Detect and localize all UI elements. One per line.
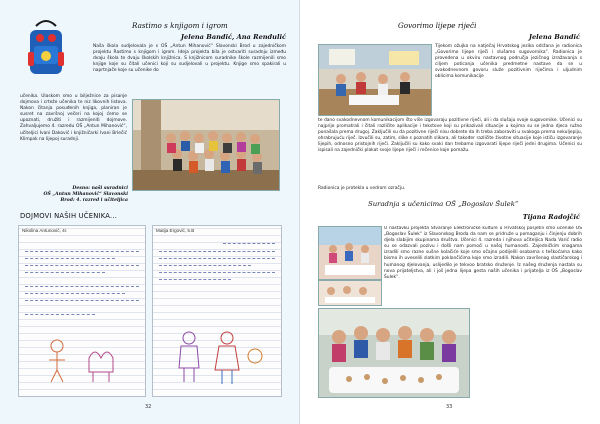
handwriting-line (25, 290, 125, 294)
right-page (300, 0, 600, 424)
article-body-right: Naša škola sudjelovala je s OŠ „Antun Mihanović“ Slavonski Brod u zajedničkom projektu Rastimo s knjigom i igrom. Ideja projekta bila je ostvariti suradnju između dvaju škola te dvaju školskih knjižnica. S knjižnicom suradnike škole razmijenili smo knjige koje su čitali učenici koji su sudjelovali u projektu. Knjige smo spakirali u naprtnjače koje su učenike do (93, 44, 286, 74)
student-name: Nikolina Antunović, 4r. (22, 228, 68, 233)
caption-line: Desno: naši suradnici (72, 186, 128, 191)
handwriting-line (25, 311, 95, 315)
child-drawing (167, 326, 267, 391)
handwriting-line (25, 262, 139, 266)
baking-photo-1 (318, 226, 382, 280)
handwriting-line (25, 269, 105, 273)
article-title: Rastimo s knjigom i igrom (132, 21, 228, 30)
caption-line: OŠ „Antun Mihanović“ Slavonski (43, 191, 128, 197)
workshop-photo (318, 44, 432, 116)
article-title: Suradnja s učenicima OŠ „Bogoslav Šulek“ (368, 200, 519, 208)
student-notebook-page (152, 225, 282, 397)
handwriting-line (25, 248, 139, 252)
handwriting-line (25, 283, 139, 287)
handwriting-line (159, 262, 251, 266)
baking-photo-2 (318, 280, 382, 306)
handwriting-line (159, 255, 275, 259)
handwriting-line (25, 255, 115, 259)
child-drawing (37, 336, 127, 391)
section-heading: DOJMOVI NAŠIH UČENIKA... (20, 212, 118, 220)
group-baking-photo (318, 308, 470, 398)
article-closing: Radionica je protekla u vedrom ozračju. (318, 186, 406, 191)
handwriting-line (159, 276, 231, 280)
backpack-image (22, 16, 72, 80)
handwriting-line (25, 297, 139, 301)
handwriting-line (159, 248, 275, 252)
article-body-full: te dano svakodnevnom komunikacijom što više izgovaraju pozitivne riječi, ali i da slušaju svoje sugovornike. Učenici su najprije promatrali i čitali različite aplikacije i tekstove koji su prikazivali situacije u kojima su se jedna djeca ružno ponašala prema drugoj. Zaključili su da pozitivne riječi nisu dobrete da ih treba zaboraviti u svakoga prema nekuljepiju, ohrabrujuću riječ. Izvučili su, zatim, slike s poznatih slikara, ali također različite životne situacije koje ističu izgovaranje lijepih, odnosno pristojnih riječi. Zaključili su kako svaki dan trebamo izgovarati lijepe riječi jedni drugima. Učenici su ispisali na zajednički plakat svoje lijepe riječi i rečenice koje pomažu. (318, 118, 582, 154)
page-number: 33 (446, 404, 453, 410)
student-notebook-page (18, 225, 146, 397)
article-authors: Jelena Bandić, Ana Rendulić (180, 33, 286, 41)
handwriting-line (223, 240, 275, 244)
handwriting-line (159, 269, 275, 273)
caption-line: Brod: 4. razred i učiteljica (60, 197, 128, 203)
article-title: Govorimo lijepe riječi (398, 21, 477, 30)
class-group-photo (132, 99, 280, 191)
article-authors: Jelena Bandić (528, 33, 580, 41)
page-number: 32 (145, 404, 152, 410)
article-body: U nastavku projekta Stvaranje Elektroničke kulture u Hrvatskoj posjetili smo učenike OŠ „Bogoslav Šulek“ iz Slavonskog Broda da nam se pridruže u pomaganju i činjenju dobrih djela slabijim skupinama društva. Učenici 4. razreda i njihova učiteljica Nada Varić radio su se odazvali pozivu i došli nam pomoći u našoj humanosti. Zajedničkim snagama izradili smo razne sušne kolačiće koje smo očajno podijelili osobama s teškoćama kako bismo ih uveselili slatkim poklončićima koje smo izradili. Nakon završenog slastičarskog i humanog djelovanja, uslijedilo je tekvoo bratsko druženje. Iz našeg druženja nastala su nova prijateljstva, ali i još jedna lijepa gesta naših učenika i prijatelja iz OŠ „Bogoslav Šulek“. (384, 226, 582, 280)
photo-caption (14, 186, 128, 203)
article-body-right: Tijekom ožujka na natječaj Hrvatskog jezika održana je radionica „Govorimo lijepe riječi i slušamo sugovornika“. Radionica je provedena u okviru nastavnog područja jezičnog izražavanja s ciljem poticanja učenika predmetne nastave da se u svakodnevnom govoru služe pozitivnim riječima i uljudnim oblicima komunikacije (435, 44, 582, 80)
article-body-left: učenika. Ulaskom smo u bilježnice za pisanje dojmova i crteže učenika te niz likovnih listova. Nakon čitanja posuđenih knjiga, planiran je susret na završnoj večeri na kojoj ćemo se upoznati, družiti i razmijeniti dojmove. Zahvaljujemo 4. razredu OŠ „Antun Mihanović“, učiteljici Ivani Daković i knjižničarki Ivani Brlečić Klimpak na lijepoj suradnji. (20, 94, 127, 142)
article-authors: Tijana Radojčić (522, 213, 580, 221)
student-name: Matija Ergović, 5.B (156, 228, 195, 233)
